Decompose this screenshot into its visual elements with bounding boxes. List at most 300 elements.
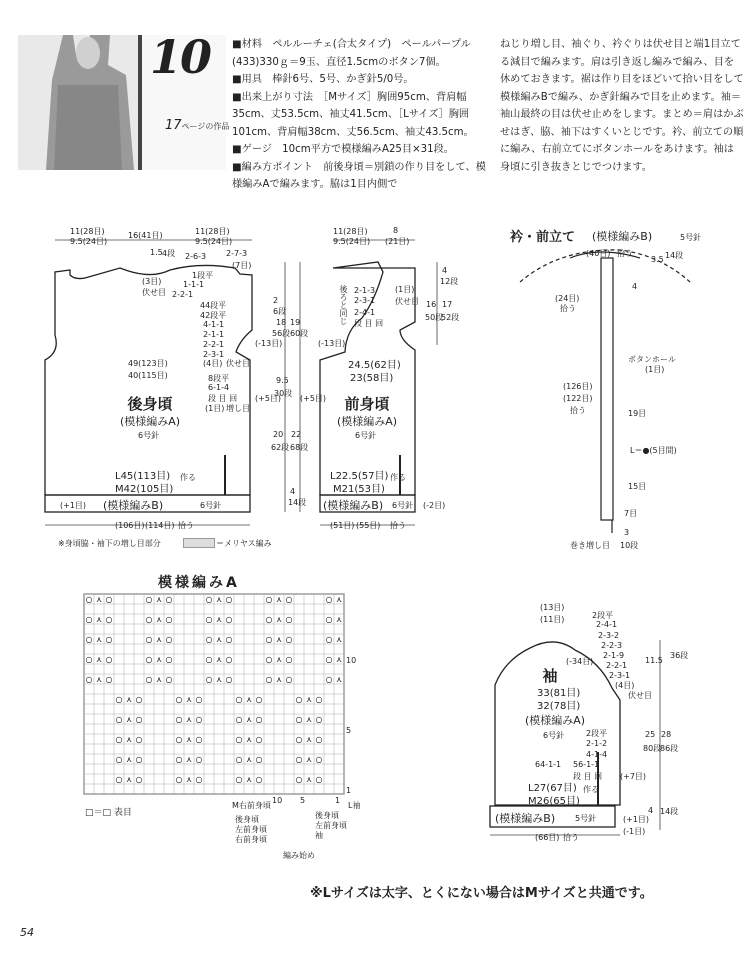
sleeve-cap7: 2-3-1 (609, 671, 631, 680)
back-inc1: 8段平 (208, 374, 230, 383)
sleeve-dim-band2: 14段 (660, 807, 679, 816)
pattern-a-row-10: 10 (346, 656, 357, 665)
front-dim-neck: 4 (442, 266, 448, 275)
pattern-a-col-10: 10 (272, 796, 283, 805)
sleeve-minus34: (-34目) (566, 657, 594, 666)
stitch-symbol: ⋏ (336, 635, 342, 644)
stitch-symbol: ○ (115, 775, 123, 784)
back-neck-rows: 4段 (162, 249, 176, 258)
sleeve-cap4: 2-2-3 (601, 641, 623, 650)
back-stitch: (模様編みA) (119, 415, 181, 428)
back-inc4: (1目) (205, 404, 225, 413)
stitch-symbol: ○ (285, 635, 293, 644)
back-dim-side: 9.5 (276, 376, 289, 385)
stitch-symbol: ○ (205, 595, 213, 604)
stitch-symbol: ○ (255, 695, 263, 704)
collar-needle: 5号針 (680, 233, 702, 242)
stitch-symbol: ○ (195, 775, 203, 784)
stitch-symbol: ○ (85, 635, 93, 644)
front-dim-l2: 52段 (441, 313, 460, 322)
stitch-symbol: ○ (145, 655, 153, 664)
back-neck-dec2: 1-1-1 (183, 280, 205, 289)
back-top-right-l: 9.5(24目) (195, 237, 233, 246)
stitch-symbol: ○ (205, 615, 213, 624)
sleeve-bottom: (66目) (535, 833, 560, 842)
pattern-number: 10 (150, 30, 211, 84)
stitch-symbol: ⋏ (276, 655, 282, 664)
sleeve-width-m: 33(81目) (537, 688, 581, 699)
stitch-symbol: ⋏ (336, 655, 342, 664)
pattern-a-legend: □＝□ 表目 (85, 808, 132, 818)
sleeve-band-needle: 5号針 (575, 814, 597, 823)
page-number: 54 (20, 926, 34, 939)
stitch-symbol: ○ (255, 775, 263, 784)
stitch-symbol: ⋏ (156, 595, 162, 604)
pattern-a-l-group-1: 左前身頃 (235, 825, 267, 834)
stitch-symbol: ○ (315, 715, 323, 724)
stitch-symbol: ⋏ (96, 635, 102, 644)
stitch-symbol: ○ (315, 695, 323, 704)
back-title: 後身頃 (127, 395, 173, 413)
stitch-symbol: ○ (105, 675, 113, 684)
front-chest-m: 24.5(62目) (348, 360, 401, 371)
back-neck-note: (3目) (142, 277, 162, 286)
stitch-symbol: ⋏ (126, 715, 132, 724)
stitch-symbol: ○ (115, 755, 123, 764)
back-armhole4: 2-1-1 (203, 330, 225, 339)
stitch-symbol: ⋏ (306, 755, 312, 764)
stitch-symbol: ○ (235, 755, 243, 764)
back-dim-body-m: 20 (273, 430, 284, 439)
sleeve-minus1: (-1目) (623, 827, 646, 836)
back-armhole8: 伏せ目 (226, 359, 250, 368)
back-chest-m: 49(123目) (128, 359, 168, 368)
stitch-symbol: ○ (205, 675, 213, 684)
legend-note: ※身頃脇・袖下の増し目部分 (58, 539, 161, 548)
stitch-symbol: ○ (295, 775, 303, 784)
back-needle: 6号針 (138, 431, 160, 440)
stitch-symbol: ○ (225, 655, 233, 664)
back-neck-dec3: 2-2-1 (172, 290, 194, 299)
back-dim-band2: 14段 (288, 498, 307, 507)
stitch-symbol: ○ (295, 735, 303, 744)
stitch-symbol: ○ (105, 615, 113, 624)
method-line: ■編み方ポイント 前後身頃＝別鎖の作り目をして、模様編みAで編みます。脇は1目内側で (232, 161, 486, 190)
stitch-symbol: ○ (295, 755, 303, 764)
stitch-symbol: ○ (175, 695, 183, 704)
stitch-symbol: ⋏ (336, 675, 342, 684)
stitch-symbol: ⋏ (246, 735, 252, 744)
stitch-symbol: ○ (315, 735, 323, 744)
front-top-left-l: 9.5(24目) (333, 237, 371, 246)
stitch-symbol: ○ (255, 735, 263, 744)
stitch-symbol: ⋏ (186, 715, 192, 724)
stitch-symbol: ○ (165, 635, 173, 644)
back-shoulder-ins2: 2-7-3 (226, 249, 248, 258)
stitch-symbol: ○ (115, 735, 123, 744)
stitch-symbol: ⋏ (216, 635, 222, 644)
stitch-symbol: ○ (225, 615, 233, 624)
sleeve-inc1: 2段平 (586, 729, 608, 738)
stitch-symbol: ⋏ (276, 635, 282, 644)
front-bottom-l: (55目) (356, 521, 381, 530)
stitch-symbol: ○ (235, 695, 243, 704)
footnote: ※Lサイズは太字、とくにない場合はMサイズと共通です。 (310, 886, 653, 901)
stitch-symbol: ○ (165, 595, 173, 604)
back-band-label: (模様編みB) (103, 499, 164, 512)
collar-neck-pick2: 拾う (560, 304, 576, 313)
stitch-symbol: ⋏ (246, 695, 252, 704)
back-dim-drop: 2 (273, 296, 279, 305)
stitch-symbol: ○ (85, 615, 93, 624)
sleeve-dim-m2: 80段 (643, 744, 662, 753)
stitch-symbol: ○ (315, 755, 323, 764)
stitch-symbol: ⋏ (246, 755, 252, 764)
stitch-symbol: ⋏ (186, 775, 192, 784)
sleeve-cap2: 2-4-1 (596, 620, 618, 629)
collar-pos5: 7目 (624, 509, 638, 518)
stitch-symbol: ⋏ (96, 655, 102, 664)
size-line: ■出来上がり寸法 ［Mサイズ］胸囲95cm、背肩幅35cm、丈53.5cm、袖丈41.5cm、［Lサイズ］胸囲101cm、背肩幅38cm、丈56.5cm、袖丈43.5cm。 (232, 91, 474, 138)
back-top-left-m: 11(28目) (70, 227, 105, 236)
sleeve-cap3: 2-3-2 (598, 631, 620, 640)
stitch-symbol: ○ (165, 655, 173, 664)
front-neck-dec5: 2-4-1 (354, 308, 376, 317)
stitch-symbol: ○ (235, 775, 243, 784)
pattern-a-start: 編み始め (283, 851, 315, 860)
stitch-symbol: ⋏ (306, 715, 312, 724)
stitch-symbol: ⋏ (216, 675, 222, 684)
front-needle: 6号針 (355, 431, 377, 440)
stitch-symbol: ⋏ (186, 695, 192, 704)
stitch-symbol: ○ (265, 675, 273, 684)
collar-buttonhole2: (1目) (645, 365, 665, 374)
back-neck-note2: 伏せ目 (142, 288, 166, 297)
stitch-symbol: ○ (225, 635, 233, 644)
stitch-symbol: ⋏ (156, 655, 162, 664)
stitch-symbol: ⋏ (276, 595, 282, 604)
back-dim-band: 4 (290, 487, 296, 496)
stitch-symbol: ○ (325, 635, 333, 644)
stitch-symbol: ○ (225, 675, 233, 684)
sleeve-width-l: 32(78目) (537, 701, 581, 712)
back-dim-arm-m2: 56段 (272, 329, 291, 338)
front-dim-m2: 50段 (425, 313, 444, 322)
front-neck-dec: (1目) (395, 285, 415, 294)
sleeve-inc4: 64-1-1 (535, 760, 562, 769)
back-top-right: 11(28目) (195, 227, 230, 236)
stitch-symbol: ○ (85, 675, 93, 684)
sleeve-needle: 6号針 (543, 731, 565, 740)
sleeve-inc6: 段 目 回 (573, 772, 603, 781)
back-chest-l: 40(115目) (128, 371, 168, 380)
stitch-symbol: ⋏ (216, 655, 222, 664)
pattern-a-title: 模様編みA (158, 575, 240, 591)
stitch-symbol: ○ (265, 655, 273, 664)
stitch-symbol: ⋏ (216, 615, 222, 624)
front-bottom-m: (51目) (330, 521, 355, 530)
collar-top-right: 3.5 (651, 255, 664, 264)
sleeve-inc3: 4-1-4 (586, 750, 608, 759)
stitch-symbol: ○ (145, 635, 153, 644)
front-cast-on-m: M21(53目) (333, 484, 385, 495)
back-shoulder-ins3: (7目) (232, 261, 252, 270)
back-dim-arm-l: 19 (290, 318, 301, 327)
front-bottom-note: 拾う (390, 521, 406, 530)
sleeve-inc2: 2-1-2 (586, 739, 608, 748)
collar-neck-pick: (24目) (555, 294, 580, 303)
stitch-symbol: ○ (135, 715, 143, 724)
pattern-a-m-group-0: 後身頃 (315, 811, 339, 820)
back-armhole5: 2-2-1 (203, 340, 225, 349)
stitch-symbol: ○ (195, 695, 203, 704)
stitch-symbol: ○ (175, 775, 183, 784)
back-bottom-note: 拾う (178, 521, 194, 530)
stitch-symbol: ○ (105, 655, 113, 664)
front-neck-dec6: 段 目 回 (354, 319, 384, 328)
sleeve-cap8: (4目) (615, 681, 635, 690)
stitch-symbol: ⋏ (216, 595, 222, 604)
back-inc5: 増し目 (226, 404, 250, 413)
back-armhole3: 4-1-1 (203, 320, 225, 329)
sleeve-band-label: (模様編みB) (495, 812, 556, 825)
tools-line: ■用具 棒針6号、5号、かぎ針5/0号。 (232, 74, 414, 85)
back-dim-body-m2: 62段 (271, 443, 290, 452)
sleeve-cast-on-note: 作る (583, 785, 599, 794)
collar-pos4: 15目 (628, 482, 647, 491)
stitch-symbol: ⋏ (246, 715, 252, 724)
stitch-symbol: ⋏ (306, 775, 312, 784)
stitch-symbol: ○ (165, 615, 173, 624)
sleeve-top-l: (11目) (540, 615, 565, 624)
stitch-symbol: ○ (105, 595, 113, 604)
front-top-right-l: (21目) (385, 237, 410, 246)
legend-swatch (183, 538, 215, 548)
front-dim-m: 16 (426, 300, 437, 309)
front-stitch: (模様編みA) (336, 415, 398, 428)
front-minus13: (-13目) (318, 339, 346, 348)
back-bottom-l: (114目) (145, 521, 175, 530)
back-dim-arm-l2: 60段 (290, 329, 309, 338)
sleeve-cap9: 伏せ目 (628, 691, 652, 700)
back-neck-depth: 1.5 (150, 248, 163, 257)
pattern-a-row-5: 5 (346, 726, 352, 735)
pattern-a-m-label: M右前身頃 (232, 801, 271, 810)
stitch-symbol: ⋏ (186, 735, 192, 744)
back-armhole2: 42段平 (200, 311, 227, 320)
stitch-symbol: ⋏ (126, 695, 132, 704)
stitch-symbol: ○ (285, 615, 293, 624)
stitch-symbol: ○ (205, 635, 213, 644)
stitch-symbol: ⋏ (126, 755, 132, 764)
stitch-symbol: ○ (85, 595, 93, 604)
collar-pos1: 4 (632, 282, 638, 291)
back-neck-dec: 1段平 (192, 271, 214, 280)
stitch-symbol: ○ (145, 615, 153, 624)
stitch-symbol: ○ (145, 595, 153, 604)
stitch-symbol: ○ (295, 695, 303, 704)
back-cast-on-m: M42(105目) (115, 484, 174, 495)
stitch-symbol: ○ (135, 735, 143, 744)
stitch-symbol: ⋏ (186, 755, 192, 764)
stitch-symbol: ⋏ (156, 675, 162, 684)
sleeve-cap1: 2段平 (592, 611, 614, 620)
back-neck-width: 16(41目) (128, 231, 163, 240)
back-shoulder-ins: 2-6-3 (185, 252, 207, 261)
stitch-symbol: ⋏ (126, 735, 132, 744)
collar-cast-on-note: 巻き増し目 (570, 541, 610, 550)
stitch-symbol: ○ (105, 635, 113, 644)
front-plus5: (+5目) (300, 394, 327, 403)
front-dim-neck2: 12段 (440, 277, 459, 286)
stitch-symbol: ○ (285, 675, 293, 684)
stitch-symbol: ⋏ (156, 635, 162, 644)
materials-line: ■材料 ペルルーチェ(合太タイプ) ペールパープル(433)330ｇ＝9玉、直径1.5cmのボタン7個。 (232, 39, 471, 68)
stitch-symbol: ○ (175, 715, 183, 724)
sleeve-dim-band: 4 (648, 806, 654, 815)
sleeve-plus1: (+1目) (623, 815, 650, 824)
sleeve-dim-cap: 11.5 (645, 656, 663, 665)
collar-top-right2: 14段 (665, 251, 684, 260)
stitch-symbol: ○ (175, 735, 183, 744)
sleeve-dim-l: 28 (661, 730, 672, 739)
pattern-a-l-group-0: 後身頃 (235, 815, 259, 824)
stitch-symbol: ○ (295, 715, 303, 724)
back-bottom-m: (106目) (115, 521, 145, 530)
back-top-left-l: 9.5(24目) (70, 237, 108, 246)
legend-note2: ＝メリヤス編み (216, 539, 272, 548)
stitch-symbol: ⋏ (246, 775, 252, 784)
stitch-symbol: ○ (85, 655, 93, 664)
stitch-symbol: ○ (115, 715, 123, 724)
sleeve-plus7: (+7目) (620, 772, 647, 781)
stitch-symbol: ○ (165, 675, 173, 684)
stitch-symbol: ○ (205, 655, 213, 664)
stitch-symbol: ○ (285, 595, 293, 604)
stitch-symbol: ⋏ (336, 595, 342, 604)
gauge-line: ■ゲージ 10cm平方で模様編みA25目×31段。 (232, 144, 454, 155)
sleeve-cast-on-l: L27(67目) (528, 783, 577, 794)
sleeve-inc5: 56-1-1 (573, 760, 600, 769)
stitch-symbol: ○ (195, 735, 203, 744)
stitch-symbol: ⋏ (96, 595, 102, 604)
back-cast-on-note: 作る (180, 473, 196, 482)
back-dim-body-l2: 68段 (290, 443, 309, 452)
stitch-symbol: ○ (135, 755, 143, 764)
stitch-symbol: ○ (325, 615, 333, 624)
sleeve-top-m: (13目) (540, 603, 565, 612)
stitch-symbol: ○ (225, 595, 233, 604)
sleeve-cap6: 2-2-1 (606, 661, 628, 670)
front-back-same: 後ろと同じ (339, 285, 348, 325)
pattern-a-l-group-2: 右前身頃 (235, 835, 267, 844)
front-band-needle: 6号針 (392, 501, 414, 510)
stitch-symbol: ○ (255, 755, 263, 764)
stitch-symbol: ⋏ (96, 615, 102, 624)
front-neck-dec2: 2-1-3 (354, 286, 376, 295)
pattern-a-m-group-2: 袖 (315, 831, 323, 840)
back-plus5: (+5目) (255, 394, 282, 403)
back-band-needle: 6号針 (200, 501, 222, 510)
stitch-symbol: ○ (175, 755, 183, 764)
stitch-symbol: ⋏ (306, 735, 312, 744)
front-title: 前身頃 (344, 395, 390, 413)
stitch-symbol: ⋏ (96, 675, 102, 684)
pattern-a-row-1: 1 (346, 786, 352, 795)
stitch-symbol: ○ (235, 735, 243, 744)
back-inc2: 6-1-4 (208, 383, 230, 392)
sleeve-dim-l2: 86段 (660, 744, 679, 753)
sleeve-bottom-note: 拾う (563, 833, 579, 842)
stitch-symbol: ○ (145, 675, 153, 684)
collar-top: (40目) (586, 249, 611, 258)
page-ref-number: 17 (165, 118, 182, 133)
stitch-symbol: ○ (115, 695, 123, 704)
front-minus-side: (-2目) (423, 501, 446, 510)
stitch-symbol: ○ (315, 775, 323, 784)
collar-buttonhole: ボタンホール (628, 355, 676, 364)
stitch-symbol: ○ (325, 655, 333, 664)
stitch-symbol: ⋏ (276, 615, 282, 624)
front-cast-on-note: 作る (390, 473, 406, 482)
back-dim-arm-m: 18 (276, 318, 287, 327)
sleeve-title: 袖 (542, 667, 558, 685)
stitch-symbol: ○ (265, 615, 273, 624)
collar-front-pick-note: 拾う (570, 406, 586, 415)
collar-pos3: L＝●(5目間) (630, 446, 677, 455)
sleeve-cap5: 2-1-9 (603, 651, 625, 660)
pattern-a-col-1: 1 (335, 796, 341, 805)
back-dim-side2: 30段 (274, 389, 293, 398)
front-neck-dec3: 2-3-1 (354, 296, 376, 305)
page-ref-label: ページの作品 (181, 122, 230, 131)
stitch-symbol: ⋏ (126, 775, 132, 784)
stitch-symbol: ○ (325, 675, 333, 684)
pattern-a-cells (84, 594, 344, 794)
stitch-symbol: ○ (195, 755, 203, 764)
collar-cast-on: 3 (624, 528, 630, 537)
back-dim-drop2: 6段 (273, 307, 287, 316)
pattern-a-m-group-1: 左前身頃 (315, 821, 347, 830)
collar-front-pick-m: (126目) (563, 382, 593, 391)
stitch-symbol: ⋏ (336, 615, 342, 624)
collar-pos2: 19目 (628, 409, 647, 418)
stitch-symbol: ○ (135, 695, 143, 704)
back-inc3: 段 目 回 (208, 394, 238, 403)
collar-cast-on2: 10段 (620, 541, 639, 550)
stitch-symbol: ⋏ (276, 675, 282, 684)
collar-stitch: (模様編みB) (592, 230, 653, 243)
collar-top-note: 拾う (617, 249, 633, 258)
back-armhole6: 2-3-1 (203, 350, 225, 359)
sleeve-dim-cap2: 36段 (670, 651, 689, 660)
stitch-symbol: ⋏ (306, 695, 312, 704)
stitch-symbol: ○ (235, 715, 243, 724)
back-dim-body-l: 22 (291, 430, 302, 439)
stitch-symbol: ○ (265, 635, 273, 644)
stitch-symbol: ○ (255, 715, 263, 724)
back-armhole1: 44段平 (200, 301, 227, 310)
front-dim-l: 17 (442, 300, 453, 309)
stitch-symbol: ○ (325, 595, 333, 604)
back-armhole7: (4目) (203, 359, 223, 368)
front-top-right: 8 (393, 226, 399, 235)
instructions-text: ねじり増し目、袖ぐり、衿ぐりは伏せ目と端1目立てる減目で編みます。肩は引き返し編みで編み、目を休めておきます。裾は作り目をほどいて拾い目をして模様編みBで編み、かぎ針編みで目を止めます。袖＝袖山最終の目は伏せ止めをします。まとめ＝肩はかぶせはぎ、脇、袖下はすくいとじです。衿、前立ての順に編み、右前立てにボタンホールをあけます。袖は身頃に引き抜きとじでつけます。 (500, 39, 744, 173)
collar-front-pick-l: (122目) (563, 394, 593, 403)
back-cast-on-l: L45(113目) (115, 471, 171, 482)
stitch-symbol: ○ (285, 655, 293, 664)
stitch-symbol: ○ (135, 775, 143, 784)
